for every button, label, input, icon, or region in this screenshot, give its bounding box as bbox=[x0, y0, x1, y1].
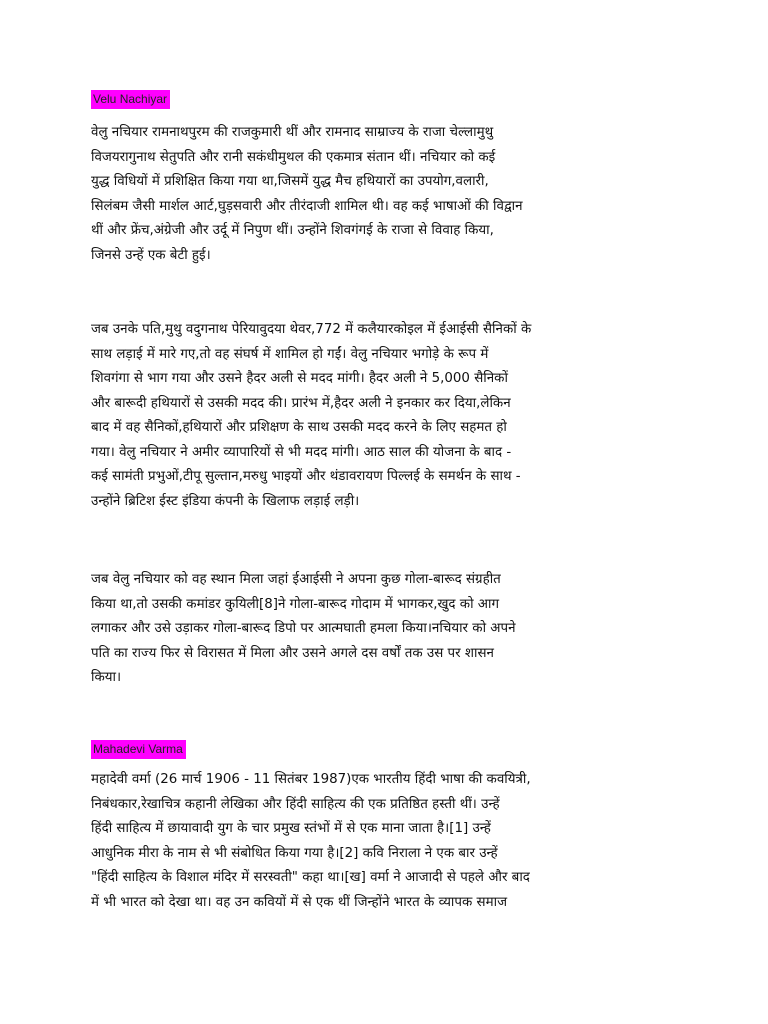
text-line: पति का राज्य फिर से विरासत में मिला और उसने अगले दस वर्षों तक उस पर शासन bbox=[91, 645, 494, 661]
text-line: गया। वेलु नचियार ने अमीर व्यापारियों से भी मदद मांगी। आठ साल की योजना के बाद - bbox=[91, 444, 512, 460]
text-line: जब वेलु नचियार को वह स्थान मिला जहां ईआईसी ने अपना कुछ गोला-बारूद संग्रहीत bbox=[91, 572, 501, 587]
paragraph-velu-2 bbox=[91, 318, 691, 514]
text-line: "हिंदी साहित्य के विशाल मंदिर में सरस्वती" कहा था।[ख] वर्मा ने आजादी से पहले और बाद bbox=[91, 870, 530, 885]
paragraph-velu-1 bbox=[91, 121, 691, 268]
text-line: सिलंबम जैसी मार्शल आर्ट,घुड़सवारी और तीरंदाजी शामिल थी। वह कई भाषाओं की विद्वान bbox=[91, 198, 523, 214]
text-line: किया था,तो उसकी कमांडर कुयिली[8]ने गोला-बारूद गोदाम में भागकर,खुद को आग bbox=[91, 596, 500, 612]
heading-mahadevi-varma: Mahadevi Varma bbox=[91, 740, 186, 759]
paragraph-velu-3 bbox=[91, 568, 691, 691]
text-line: महादेवी वर्मा (26 मार्च 1906 - 11 सितंबर 1987)एक भारतीय हिंदी भाषा की कवयित्री, bbox=[91, 772, 531, 787]
heading-velu-nachiyar: Velu Nachiyar bbox=[91, 90, 170, 109]
text-line: लगाकर और उसे उड़ाकर गोला-बारूद डिपो पर आत्मघाती हमला किया।नचियार को अपने bbox=[91, 621, 516, 636]
text-line: हिंदी साहित्य में छायावादी युग के चार प्रमुख स्तंभों में से एक माना जाता है।[1] उन्हें bbox=[91, 821, 491, 836]
text-line: वेलु नचियार रामनाथपुरम की राजकुमारी थीं और रामनाद साम्राज्य के राजा चेल्लामुथु bbox=[91, 125, 494, 140]
text-line: शिवगंगा से भाग गया और उसने हैदर अली से मदद मांगी। हैदर अली ने 5,000 सैनिकों bbox=[91, 371, 508, 386]
text-line: विजयरागुनाथ सेतुपति और रानी सकंधीमुथल की एकमात्र संतान थीं। नचियार को कई bbox=[91, 149, 496, 165]
text-line: और बारूदी हथियारों से उसकी मदद की। प्रारंभ में,हैदर अली ने इनकार कर दिया,लेकिन bbox=[91, 395, 511, 411]
paragraph-mahadevi-1 bbox=[91, 768, 691, 915]
text-line: में भी भारत को देखा था। वह उन कवियों में से एक थीं जिन्होंने भारत के व्यापक समाज bbox=[91, 894, 508, 910]
text-line: थीं और फ्रेंच,अंग्रेजी और उर्दू में निपुण थीं। उन्होंने शिवगंगई के राजा से विवाह किया, bbox=[91, 223, 494, 238]
text-line: साथ लड़ाई में मारे गए,तो वह संघर्ष में शामिल हो गईं। वेलु नचियार भगोड़े के रूप में bbox=[91, 346, 489, 362]
text-line: जब उनके पति,मुथु वदुगनाथ पेरियावुदया थेवर,772 में कलैयारकोइल में ईआईसी सैनिकों के bbox=[91, 322, 532, 337]
text-line: निबंधकार,रेखाचित्र कहानी लेखिका और हिंदी साहित्य की एक प्रतिष्ठित हस्ती थीं। उन्हें bbox=[91, 796, 500, 812]
text-line: जिनसे उन्हें एक बेटी हुई। bbox=[91, 247, 211, 263]
text-line: युद्ध विधियों में प्रशिक्षित किया गया था,जिसमें युद्ध मैच हथियारों का उपयोग,वलारी, bbox=[91, 174, 489, 189]
text-line: बाद में वह सैनिकों,हथियारों और प्रशिक्षण के साथ उसकी मदद करने के लिए सहमत हो bbox=[91, 420, 507, 435]
text-line: आधुनिक मीरा के नाम से भी संबोधित किया गया है।[2] कवि निराला ने एक बार उन्हें bbox=[91, 845, 498, 861]
text-line: किया। bbox=[91, 670, 122, 685]
text-line: कई सामंती प्रभुओं,टीपू सुल्तान,मरुधु भाइयों और थंडावरायण पिल्लई के समर्थन के साथ - bbox=[91, 469, 521, 484]
text-line: उन्होंने ब्रिटिश ईस्ट इंडिया कंपनी के खिलाफ लड़ाई लड़ी। bbox=[91, 493, 360, 509]
